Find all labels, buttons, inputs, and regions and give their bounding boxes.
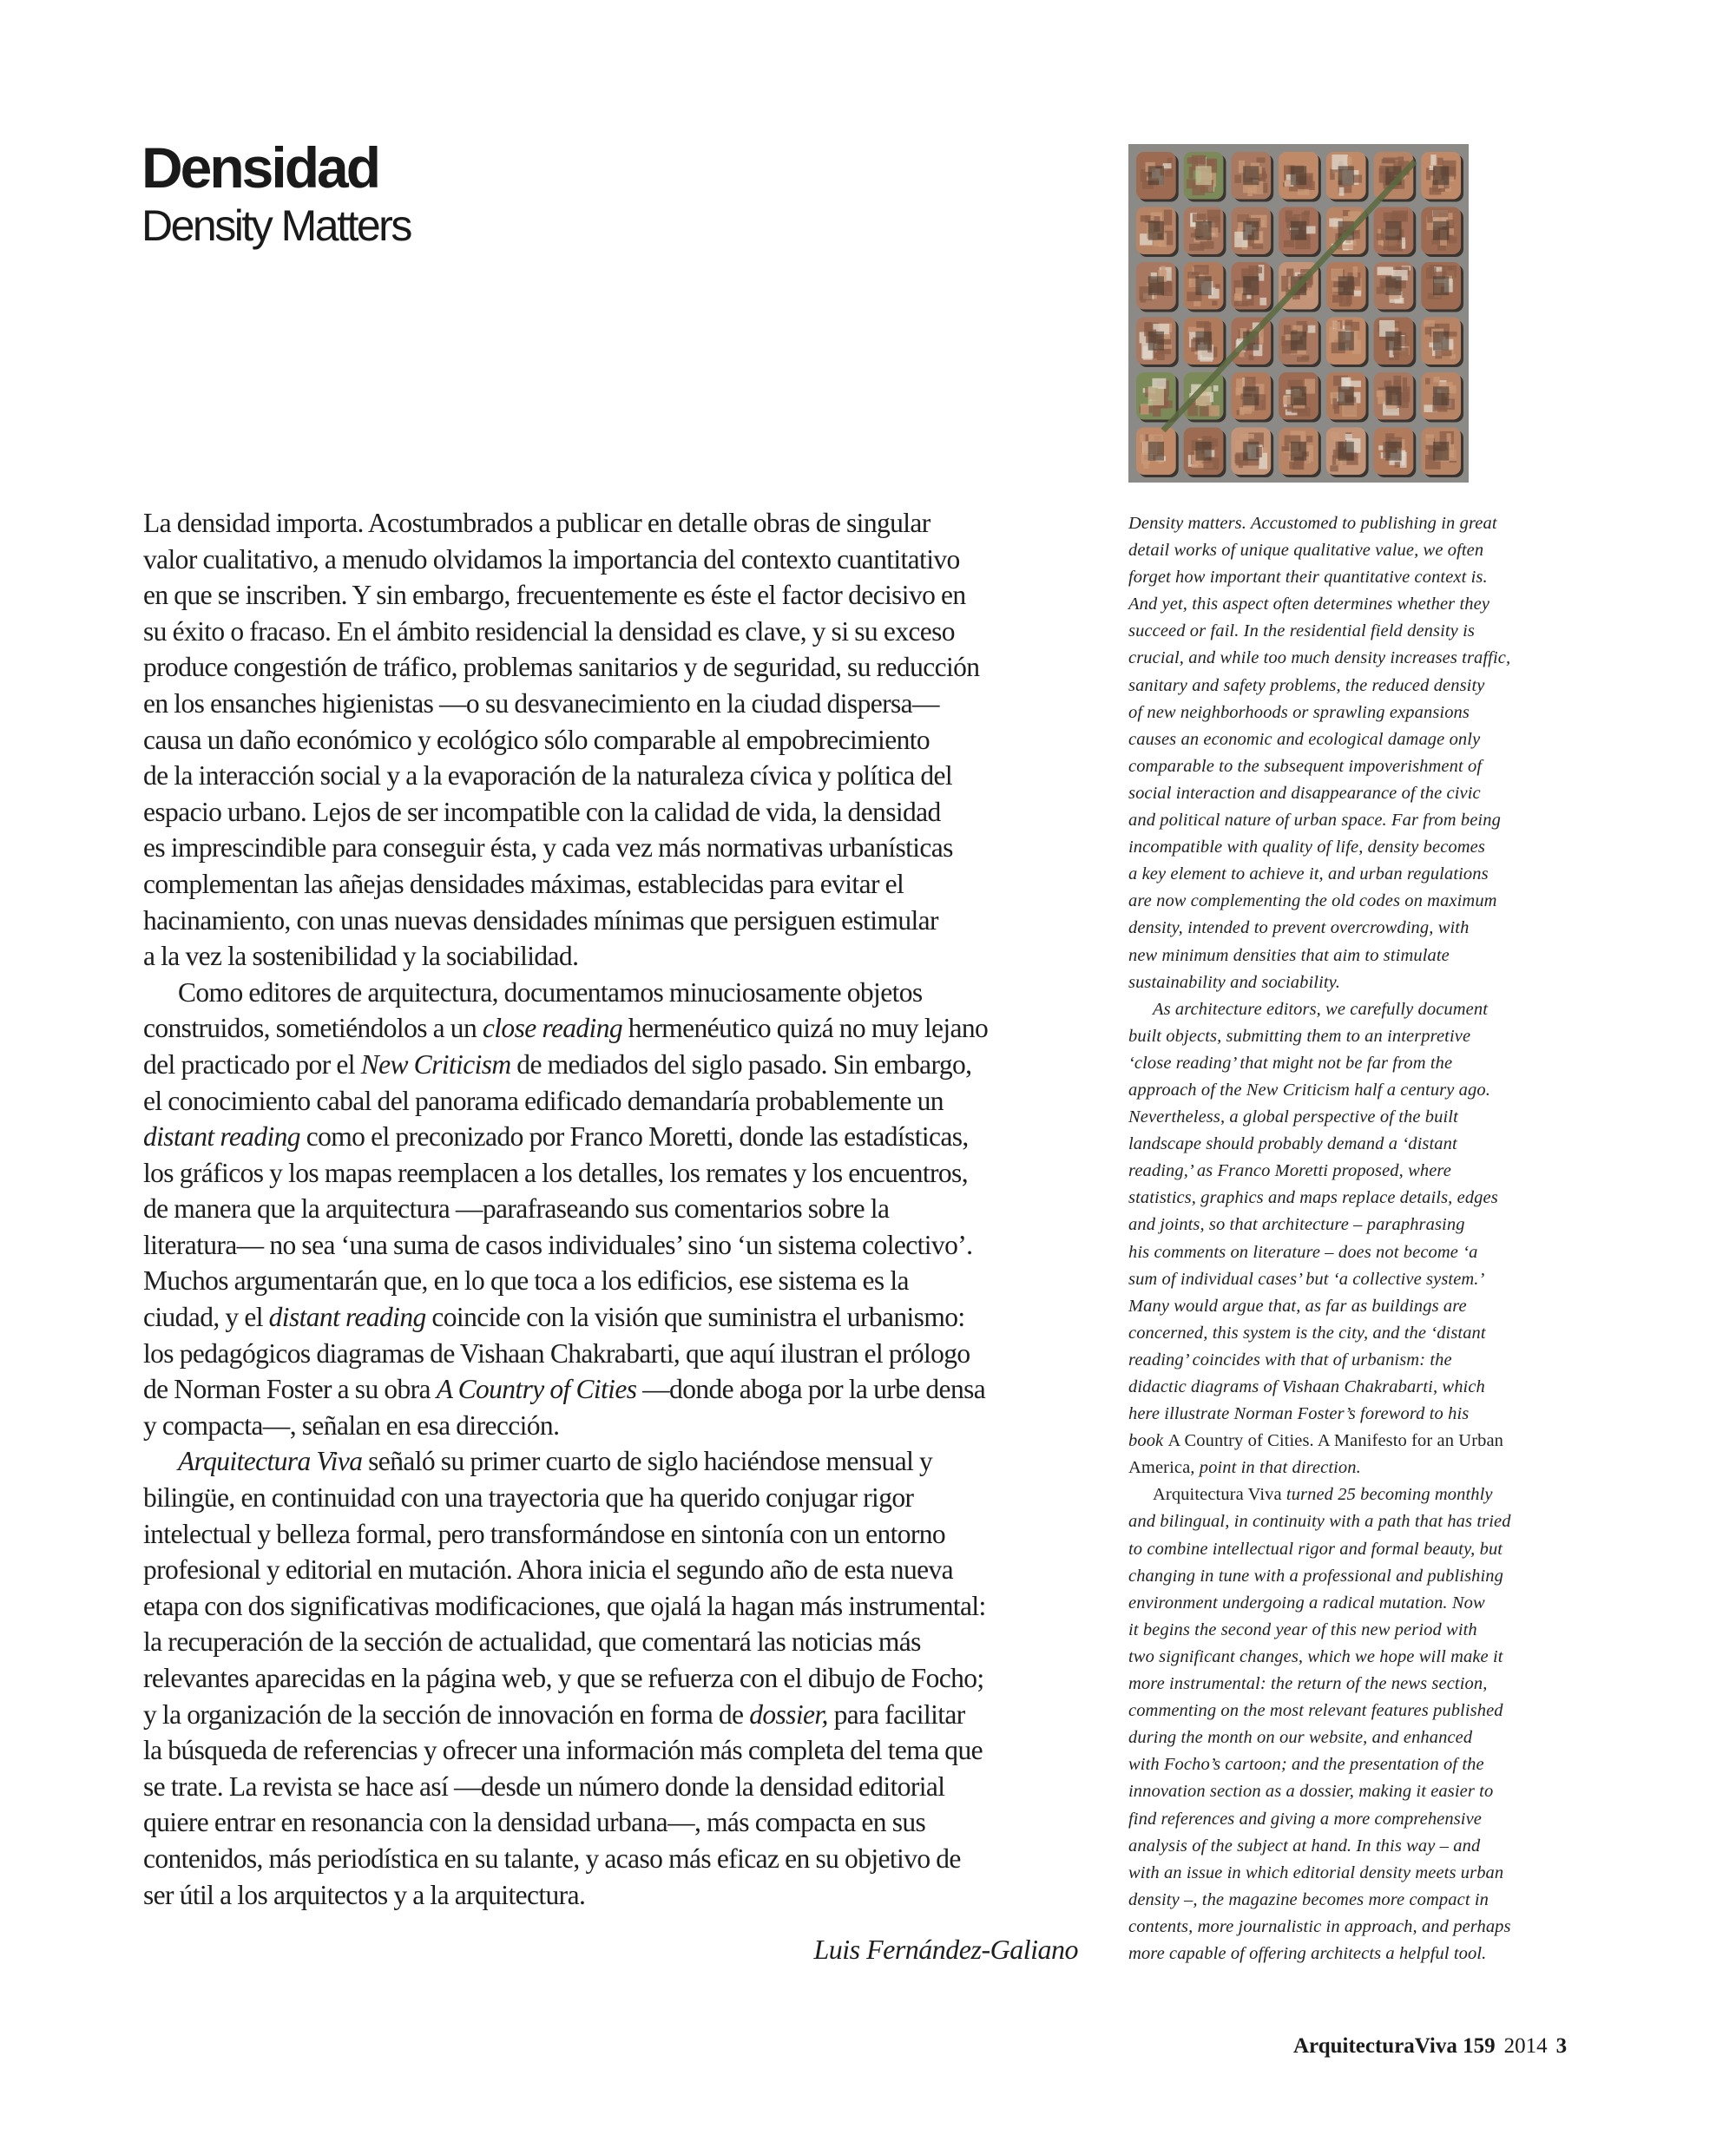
text-line: quiere entrar en resonancia con la densidad urbana—, más compacta en sus [143,1807,926,1838]
page-footer [1293,2034,1567,2059]
text-line: forget how important their quantitative context is. [1128,568,1488,588]
text-line: sanitary and safety problems, the reduced density [1128,675,1485,695]
text-line: succeed or fail. In the residential field density is [1128,621,1475,641]
text-line: distant reading como el preconizado por Franco Moretti, donde las estadísticas, [143,1121,969,1153]
text-line: y compacta—, señalan en esa dirección. [143,1409,560,1441]
text-line: new minimum densities that aim to stimulate [1128,945,1450,965]
text-line: analysis of the subject at hand. In this way – and [1128,1836,1481,1856]
english-text-column [1128,510,1614,1967]
text-line: landscape should probably demand a ‘distant [1128,1134,1457,1154]
text-line: find references and giving a more comprehensive [1128,1809,1482,1829]
text-line: de manera que la arquitectura —parafraseando sus comentarios sobre la [143,1193,890,1225]
emphasized-title: distant reading [268,1302,426,1333]
text-line: it begins the second year of this new period with [1128,1619,1477,1639]
text-line: didactic diagrams of Vishaan Chakrabarti, which [1128,1377,1485,1396]
text-line: espacio urbano. Lejos de ser incompatible con la calidad de vida, la densidad [143,796,941,827]
text-line: de la interacción social y a la evaporación de la naturaleza cívica y política del [143,760,953,792]
emphasized-title: A Country of Cities [436,1374,637,1405]
magazine-issue: ArquitecturaViva 159 [1293,2034,1496,2058]
text-line: more capable of offering architects a helpful tool. [1128,1943,1487,1963]
text-line: ser útil a los arquitectos y a la arquitectura. [143,1879,586,1910]
text-line: changing in tune with a professional and publishing [1128,1566,1503,1586]
title-block [141,135,411,252]
text-line: relevantes aparecidas en la página web, y que se refuerza con el dibujo de Focho; [143,1663,984,1693]
text-line: y la organización de la sección de innovación en forma de dossier, para facilitar [143,1698,965,1730]
text-line: Arquitectura Viva señaló su primer cuarto de siglo haciéndose mensual y [178,1446,933,1477]
text-line: crucial, and while too much density increases traffic, [1128,648,1511,668]
page-title: Densidad [141,135,379,200]
text-line: incompatible with quality of life, density becomes [1128,838,1485,857]
spanish-text-column [143,505,1102,1913]
text-line: approach of the New Criticism half a century ago. [1128,1080,1490,1100]
text-line: As architecture editors, we carefully document [1153,999,1489,1019]
text-line: causes an economic and ecological damage only [1128,729,1481,749]
page-number: 3 [1555,2034,1568,2058]
text-line: reading,’ as Franco Moretti proposed, where [1128,1161,1451,1181]
text-line: sustainability and sociability. [1128,972,1340,992]
text-line: comparable to the subsequent impoverishment of [1128,756,1483,776]
text-line: los gráficos y los mapas reemplacen a los detalles, los remates y los encuentros, [143,1157,968,1188]
text-line: density, intended to prevent overcrowding, with [1128,918,1470,938]
emphasized-title: America [1128,1458,1191,1478]
text-line: Como editores de arquitectura, documentamos minuciosamente objetos [178,976,923,1008]
text-line: of new neighborhoods or sprawling expansions [1128,702,1470,722]
emphasized-title: Arquitectura Viva [1153,1485,1282,1505]
text-line: and political nature of urban space. Far from being [1128,811,1501,831]
text-line: reading’ coincides with that of urbanism: the [1128,1350,1452,1370]
text-line: during the month on our website, and enhanced [1128,1728,1473,1748]
text-line: la recuperación de la sección de actualidad, que comentará las noticias más [143,1626,921,1658]
page-subtitle: Density Matters [141,201,411,250]
text-line: hacinamiento, con unas nuevas densidades mínimas que persiguen estimular [143,904,938,936]
author-signature: Luis Fernández-Galiano [813,1934,1078,1965]
text-line: a key element to achieve it, and urban regulations [1128,864,1489,884]
text-line: los pedagógicos diagramas de Vishaan Chakrabarti, que aquí ilustran el prólogo [143,1337,970,1369]
text-line: America, point in that direction. [1128,1458,1361,1478]
issue-year: 2014 [1503,2034,1548,2058]
text-line: Nevertheless, a global perspective of the built [1128,1107,1458,1127]
text-line: construidos, sometiéndolos a un close reading hermenéutico quizá no muy lejano [143,1013,989,1044]
emphasized-title: Arquitectura Viva [178,1446,363,1477]
text-line: and joints, so that architecture – paraphrasing [1128,1215,1465,1235]
text-line: Density matters. Accustomed to publishing in great [1128,514,1497,533]
text-line: en que se inscriben. Y sin embargo, frecuentemente es éste el factor decisivo en [143,580,966,611]
text-line: book A Country of Cities. A Manifesto for an Urban [1128,1431,1504,1451]
text-line: here illustrate Norman Foster’s foreword to his [1128,1404,1470,1424]
text-line: his comments on literature – does not become ‘a [1128,1242,1478,1262]
text-line: social interaction and disappearance of the civic [1128,783,1481,803]
text-line: valor cualitativo, a menudo olvidamos la importancia del contexto cuantitativo [143,543,960,575]
text-line: se trate. La revista se hace así —desde un número donde la densidad editorial [143,1770,945,1802]
text-line: Arquitectura Viva turned 25 becoming monthly [1153,1485,1493,1505]
text-line: concerned, this system is the city, and the ‘distant [1128,1323,1486,1343]
text-line: two significant changes, which we hope will make it [1128,1646,1503,1666]
text-line: ‘close reading’ that might not be far from the [1128,1053,1453,1073]
text-line: detail works of unique qualitative value, we often [1128,541,1484,561]
emphasized-title: dossier, [749,1698,828,1730]
text-line: statistics, graphics and maps replace details, edges [1128,1188,1498,1208]
text-line: to combine intellectual rigor and formal beauty, but [1128,1539,1503,1559]
text-line: el conocimiento cabal del panorama edificado demandaría probablemente un [143,1085,944,1116]
text-line: and bilingual, in continuity with a path that has tried [1128,1512,1511,1532]
text-line: Many would argue that, as far as buildings are [1128,1296,1467,1316]
text-line: etapa con dos significativas modificaciones, que ojalá la hagan más instrumental: [143,1590,986,1621]
text-line: literatura— no sea ‘una suma de casos individuales’ sino ‘un sistema colectivo’. [143,1229,973,1260]
emphasized-title: distant reading [143,1121,300,1153]
text-line: complementan las añejas densidades máximas, establecidas para evitar el [143,868,904,899]
text-line: And yet, this aspect often determines whether they [1128,594,1490,614]
text-line: contents, more journalistic in approach, and perhaps [1128,1916,1511,1936]
text-line: en los ensanches higienistas —o su desvanecimiento en la ciudad dispersa— [143,687,939,719]
text-line: are now complementing the old codes on maximum [1128,891,1497,911]
text-line: causa un daño económico y ecológico sólo comparable al empobrecimiento [143,724,930,755]
text-line: with Focho’s cartoon; and the presentation of the [1128,1755,1484,1775]
text-line: bilingüe, en continuidad con una trayectoria que ha querido conjugar rigor [143,1482,914,1514]
text-line: es imprescindible para conseguir ésta, y cada vez más normativas urbanísticas [143,832,953,864]
text-line: a la vez la sostenibilidad y la sociabilidad. [143,941,579,972]
text-line: del practicado por el New Criticism de mediados del siglo pasado. Sin embargo, [143,1048,972,1080]
text-line: La densidad importa. Acostumbrados a publicar en detalle obras de singular [143,508,930,538]
text-line: intelectual y belleza formal, pero transformándose en sintonía con un entorno [143,1518,946,1549]
emphasized-title: New Criticism [360,1048,511,1080]
text-line: environment undergoing a radical mutation. Now [1128,1593,1485,1613]
text-line: built objects, submitting them to an interpretive [1128,1026,1471,1046]
text-line: contenidos, más periodística en su talante, y acaso más eficaz en su objetivo de [143,1843,961,1874]
text-line: density –, the magazine becomes more compact in [1128,1889,1489,1909]
text-line: more instrumental: the return of the news section, [1128,1674,1488,1694]
text-line: ciudad, y el distant reading coincide con la visión que suministra el urbanismo: [143,1302,965,1333]
aerial-city-grid-photo-icon [1128,144,1469,483]
text-line: sum of individual cases’ but ‘a collective system.’ [1128,1269,1485,1289]
text-line: profesional y editorial en mutación. Ahora inicia el segundo año de esta nueva [143,1554,954,1586]
text-line: su éxito o fracaso. En el ámbito residencial la densidad es clave, y si su exceso [143,615,955,647]
text-line: produce congestión de tráfico, problemas sanitarios y de seguridad, su reducción [143,652,980,683]
text-line: la búsqueda de referencias y ofrecer una información más completa del tema que [143,1735,983,1766]
text-line: de Norman Foster a su obra A Country of Cities —donde aboga por la urbe densa [143,1374,986,1405]
emphasized-title: A Country of Cities. A Manifesto for an Urban [1167,1431,1504,1451]
emphasized-title: close reading [482,1013,623,1044]
text-line: with an issue in which editorial density meets urban [1128,1862,1504,1882]
text-line: innovation section as a dossier, making it easier to [1128,1782,1494,1802]
text-line: commenting on the most relevant features published [1128,1701,1503,1721]
text-line: Muchos argumentarán que, en lo que toca a los edificios, ese sistema es la [143,1265,909,1297]
